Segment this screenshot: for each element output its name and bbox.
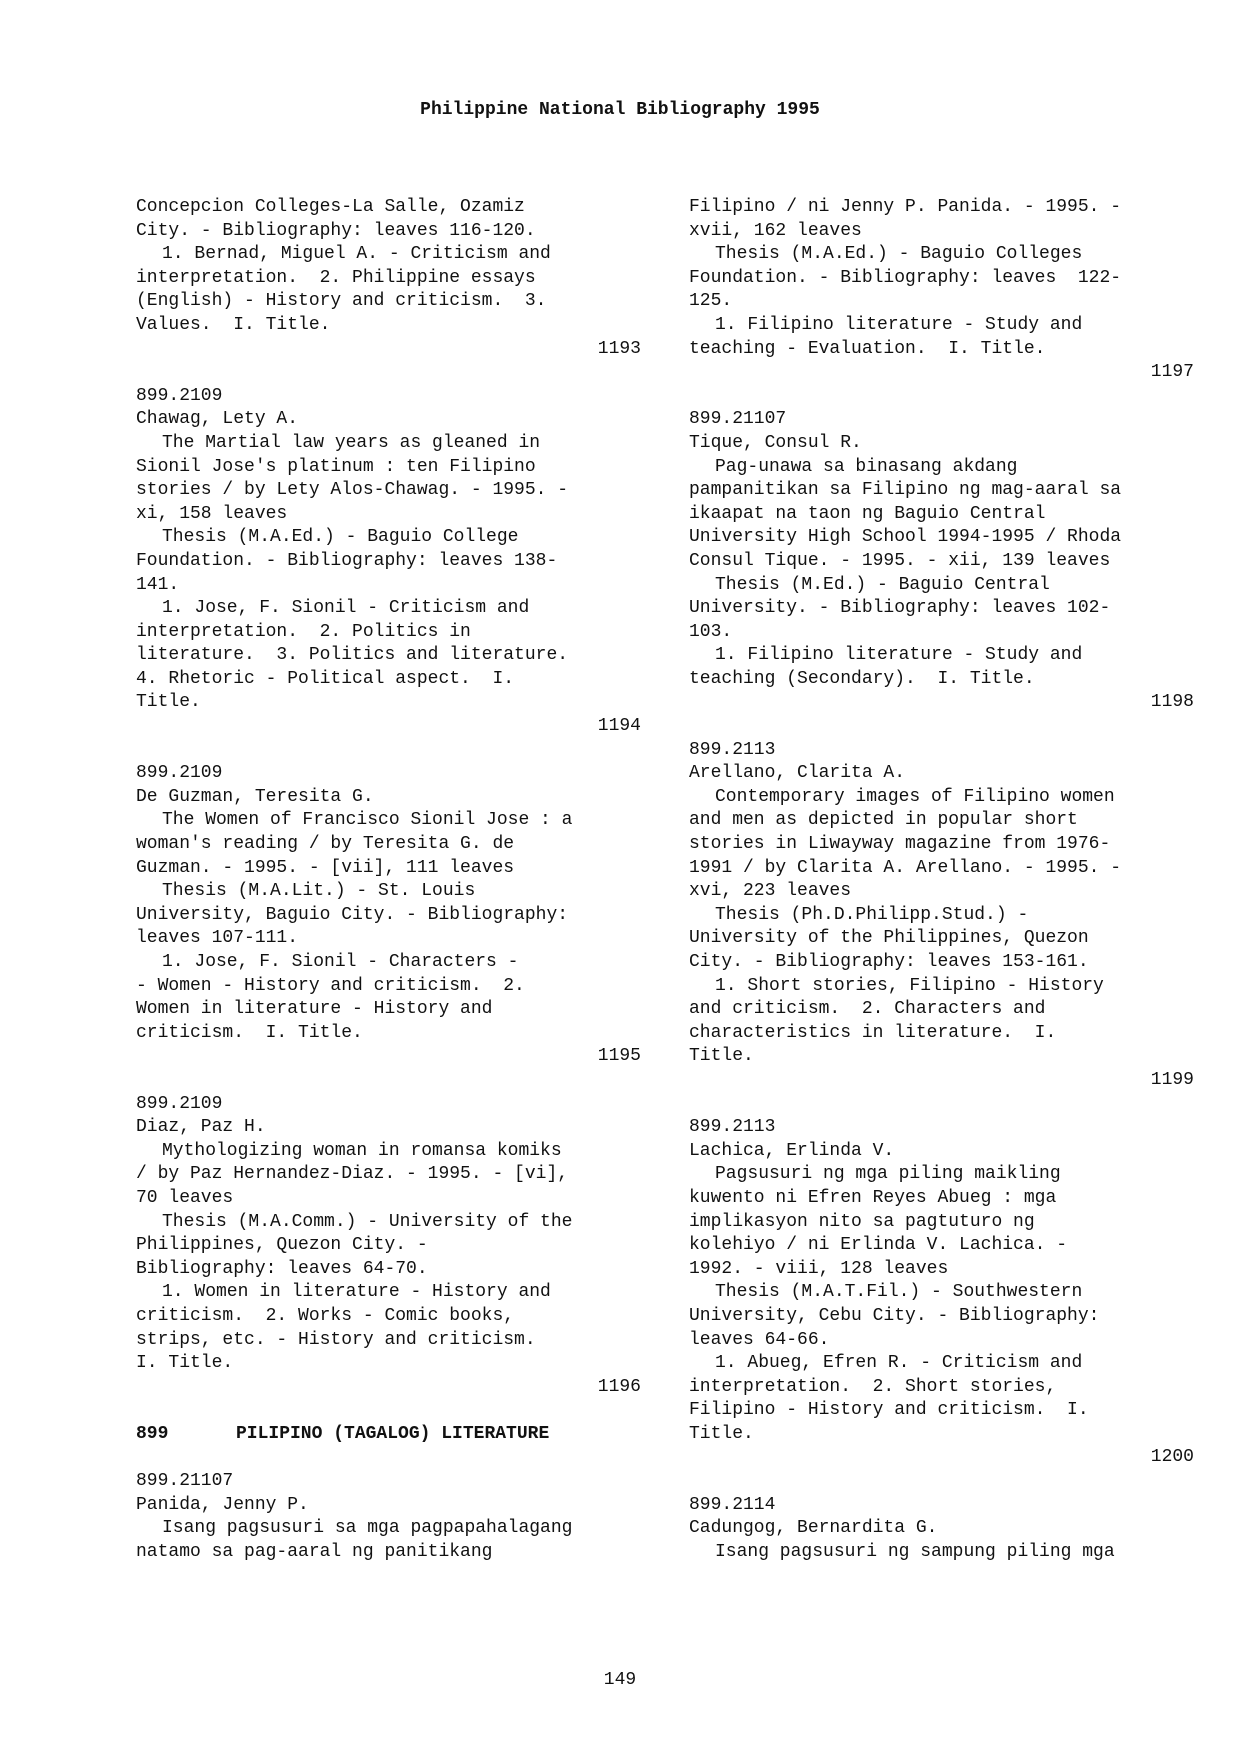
entry-line: / by Paz Hernandez-Diaz. - 1995. - [vi], bbox=[136, 1164, 569, 1185]
entry-line: Pagsusuri ng mga piling maikling bbox=[715, 1164, 1061, 1185]
entry-line: Title. bbox=[689, 1046, 754, 1067]
section-heading bbox=[136, 1423, 641, 1447]
entry-line: Values. I. Title. bbox=[136, 314, 331, 335]
entry-line: Mythologizing woman in romansa komiks bbox=[162, 1140, 562, 1161]
entry-line: Panida, Jenny P. bbox=[136, 1494, 309, 1515]
entry-line: Foundation. - Bibliography: leaves 138- bbox=[136, 550, 558, 571]
entry-line: implikasyon nito sa pagtuturo ng bbox=[689, 1211, 1035, 1232]
entry-line: Concepcion Colleges-La Salle, Ozamiz bbox=[136, 197, 525, 217]
entry-line: woman's reading / by Teresita G. de bbox=[136, 834, 515, 855]
entry-line: Guzman. - 1995. - [vii], 111 leaves bbox=[136, 857, 515, 878]
entry-line: Philippines, Quezon City. - bbox=[136, 1235, 428, 1256]
entry-line: natamo sa pag-aaral ng panitikang bbox=[136, 1541, 493, 1562]
entry-number: 1194 bbox=[597, 716, 641, 737]
entry-line: Title. bbox=[136, 692, 201, 713]
entry-line: Isang pagsusuri ng sampung piling mga bbox=[715, 1541, 1115, 1562]
entry-line: The Women of Francisco Sionil Jose : a bbox=[162, 810, 573, 831]
entry-line: University. - Bibliography: leaves 102- bbox=[689, 598, 1111, 619]
spacer bbox=[136, 739, 641, 763]
entry-line: literature. 3. Politics and literature. bbox=[136, 645, 569, 666]
entry-line: - Women - History and criticism. 2. bbox=[136, 975, 525, 996]
entry-line: Lachica, Erlinda V. bbox=[689, 1140, 895, 1161]
entry-line: The Martial law years as gleaned in bbox=[162, 432, 541, 453]
entry-line: Pag-unawa sa binasang akdang bbox=[715, 456, 1018, 477]
entry-line: Thesis (Ph.D.Philipp.Stud.) - bbox=[715, 904, 1029, 925]
entry-line: interpretation. 2. Philippine essays bbox=[136, 267, 536, 288]
entry-line: 1. Jose, F. Sionil - Criticism and bbox=[162, 598, 530, 619]
entry-line: Filipino / ni Jenny P. Panida. - 1995. - bbox=[689, 197, 1122, 217]
entry-line: 70 leaves bbox=[136, 1187, 234, 1208]
entry-line: Thesis (M.A.Ed.) - Baguio College bbox=[162, 527, 519, 548]
entry-line: and criticism. 2. Characters and bbox=[689, 999, 1046, 1020]
entry-line: xi, 158 leaves bbox=[136, 503, 288, 524]
page-number: 149 bbox=[603, 1670, 637, 1690]
entry-line: xvii, 162 leaves bbox=[689, 220, 862, 241]
entry-line: Chawag, Lety A. bbox=[136, 409, 299, 430]
entry-line: teaching (Secondary). I. Title. bbox=[689, 668, 1035, 689]
entry-line: 1. Filipino literature - Study and bbox=[715, 645, 1083, 666]
entry-line: 899.21107 bbox=[136, 1471, 234, 1492]
entry-number: 1195 bbox=[597, 1046, 641, 1067]
spacer bbox=[689, 1470, 1194, 1494]
spacer bbox=[136, 1399, 641, 1423]
entry-line: and men as depicted in popular short bbox=[689, 810, 1078, 831]
section-title: PILIPINO (TAGALOG) LITERATURE bbox=[236, 1423, 550, 1444]
entry-line: criticism. 2. Works - Comic books, bbox=[136, 1305, 515, 1326]
entry-line: 1. Filipino literature - Study and bbox=[715, 314, 1083, 335]
entry-line: xvi, 223 leaves bbox=[689, 881, 852, 902]
entry-number: 1200 bbox=[1150, 1447, 1194, 1468]
entry-line: 1. Jose, F. Sionil - Characters - bbox=[162, 952, 519, 972]
entry-line: University High School 1994-1995 / Rhoda bbox=[689, 527, 1122, 548]
entry-line: Consul Tique. - 1995. - xii, 139 leaves bbox=[689, 550, 1111, 571]
entry-line: Women in literature - History and bbox=[136, 999, 493, 1020]
entry-line: 4. Rhetoric - Political aspect. I. bbox=[136, 668, 515, 689]
entry-line: University, Cebu City. - Bibliography: bbox=[689, 1305, 1100, 1326]
entry-line: 899.2114 bbox=[689, 1494, 776, 1515]
entry-number: 1199 bbox=[1150, 1069, 1194, 1090]
entry-line: I. Title. bbox=[136, 1353, 234, 1374]
entry-line: Tique, Consul R. bbox=[689, 432, 862, 453]
entry-line: City. - Bibliography: leaves 153-161. bbox=[689, 952, 1089, 972]
entry-line: University of the Philippines, Quezon bbox=[689, 928, 1089, 949]
entry-line: interpretation. 2. Short stories, bbox=[689, 1376, 1057, 1397]
entry-line: stories in Liwayway magazine from 1976- bbox=[689, 834, 1111, 855]
entry-line: University, Baguio City. - Bibliography: bbox=[136, 904, 569, 925]
entry-line: pampanitikan sa Filipino ng mag-aaral sa bbox=[689, 480, 1122, 501]
entry-line: ikaapat na taon ng Baguio Central bbox=[689, 503, 1046, 524]
entry-line: Thesis (M.A.Comm.) - University of the bbox=[162, 1211, 573, 1232]
entry-line: strips, etc. - History and criticism. bbox=[136, 1329, 536, 1350]
entry-line: 141. bbox=[136, 574, 180, 595]
entry-line: criticism. I. Title. bbox=[136, 1022, 363, 1043]
entry-line: Thesis (M.A.T.Fil.) - Southwestern bbox=[715, 1282, 1083, 1303]
entry-line: 899.2109 bbox=[136, 385, 223, 406]
entry-line: (English) - History and criticism. 3. bbox=[136, 291, 547, 312]
entry-line: Thesis (M.A.Lit.) - St. Louis bbox=[162, 881, 476, 902]
entry-line: kolehiyo / ni Erlinda V. Lachica. - bbox=[689, 1235, 1068, 1256]
entry-line: stories / by Lety Alos-Chawag. - 1995. - bbox=[136, 480, 569, 501]
entry-line: 899.2109 bbox=[136, 763, 223, 784]
entry-line: Bibliography: leaves 64-70. bbox=[136, 1258, 428, 1279]
entry-line: De Guzman, Teresita G. bbox=[136, 786, 374, 807]
left-column bbox=[136, 196, 641, 1564]
entry-line: Isang pagsusuri sa mga pagpapahalagang bbox=[162, 1518, 573, 1539]
entry-line: Arellano, Clarita A. bbox=[689, 763, 906, 784]
spacer bbox=[689, 1093, 1194, 1117]
entry-number: 1197 bbox=[1150, 362, 1194, 383]
spacer bbox=[136, 1069, 641, 1093]
entry-line: 1. Abueg, Efren R. - Criticism and bbox=[715, 1353, 1083, 1374]
entry-line: 1991 / by Clarita A. Arellano. - 1995. - bbox=[689, 857, 1122, 878]
page-header: Philippine National Bibliography 1995 bbox=[420, 100, 820, 120]
entry-line: characteristics in literature. I. bbox=[689, 1022, 1057, 1043]
entry-line: 125. bbox=[689, 291, 733, 312]
entry-line: 899.2109 bbox=[136, 1093, 223, 1114]
entry-line: 103. bbox=[689, 621, 733, 642]
spacer bbox=[689, 385, 1194, 409]
right-column bbox=[689, 196, 1194, 1564]
entry-line: Contemporary images of Filipino women bbox=[715, 786, 1115, 807]
entry-line: kuwento ni Efren Reyes Abueg : mga bbox=[689, 1187, 1057, 1208]
entry-line: 1. Short stories, Filipino - History bbox=[715, 975, 1104, 996]
entry-line: Cadungog, Bernardita G. bbox=[689, 1518, 938, 1539]
entry-line: Thesis (M.A.Ed.) - Baguio Colleges bbox=[715, 244, 1083, 265]
entry-line: Title. bbox=[689, 1423, 754, 1444]
entry-line: 1. Women in literature - History and bbox=[162, 1282, 551, 1303]
entry-line: 1. Bernad, Miguel A. - Criticism and bbox=[162, 244, 551, 265]
entry-line: teaching - Evaluation. I. Title. bbox=[689, 338, 1046, 359]
entry-number: 1198 bbox=[1150, 692, 1194, 713]
entry-number: 1193 bbox=[597, 338, 641, 359]
entry-line: Thesis (M.Ed.) - Baguio Central bbox=[715, 574, 1050, 595]
spacer bbox=[136, 1446, 641, 1470]
spacer bbox=[136, 361, 641, 385]
entry-line: leaves 107-111. bbox=[136, 928, 299, 949]
entry-line: leaves 64-66. bbox=[689, 1329, 830, 1350]
entry-line: Foundation. - Bibliography: leaves 122- bbox=[689, 267, 1122, 288]
entry-line: interpretation. 2. Politics in bbox=[136, 621, 471, 642]
entry-number: 1196 bbox=[597, 1376, 641, 1397]
entry-line: Diaz, Paz H. bbox=[136, 1117, 266, 1138]
spacer bbox=[689, 715, 1194, 739]
entry-line: 899.2113 bbox=[689, 739, 776, 760]
entry-line: 899.21107 bbox=[689, 409, 787, 430]
entry-line: Sionil Jose's platinum : ten Filipino bbox=[136, 456, 536, 477]
section-number: 899 bbox=[136, 1423, 169, 1444]
entry-line: City. - Bibliography: leaves 116-120. bbox=[136, 220, 536, 241]
entry-line: 1992. - viii, 128 leaves bbox=[689, 1258, 949, 1279]
entry-line: 899.2113 bbox=[689, 1117, 776, 1138]
entry-line: Filipino - History and criticism. I. bbox=[689, 1400, 1089, 1421]
